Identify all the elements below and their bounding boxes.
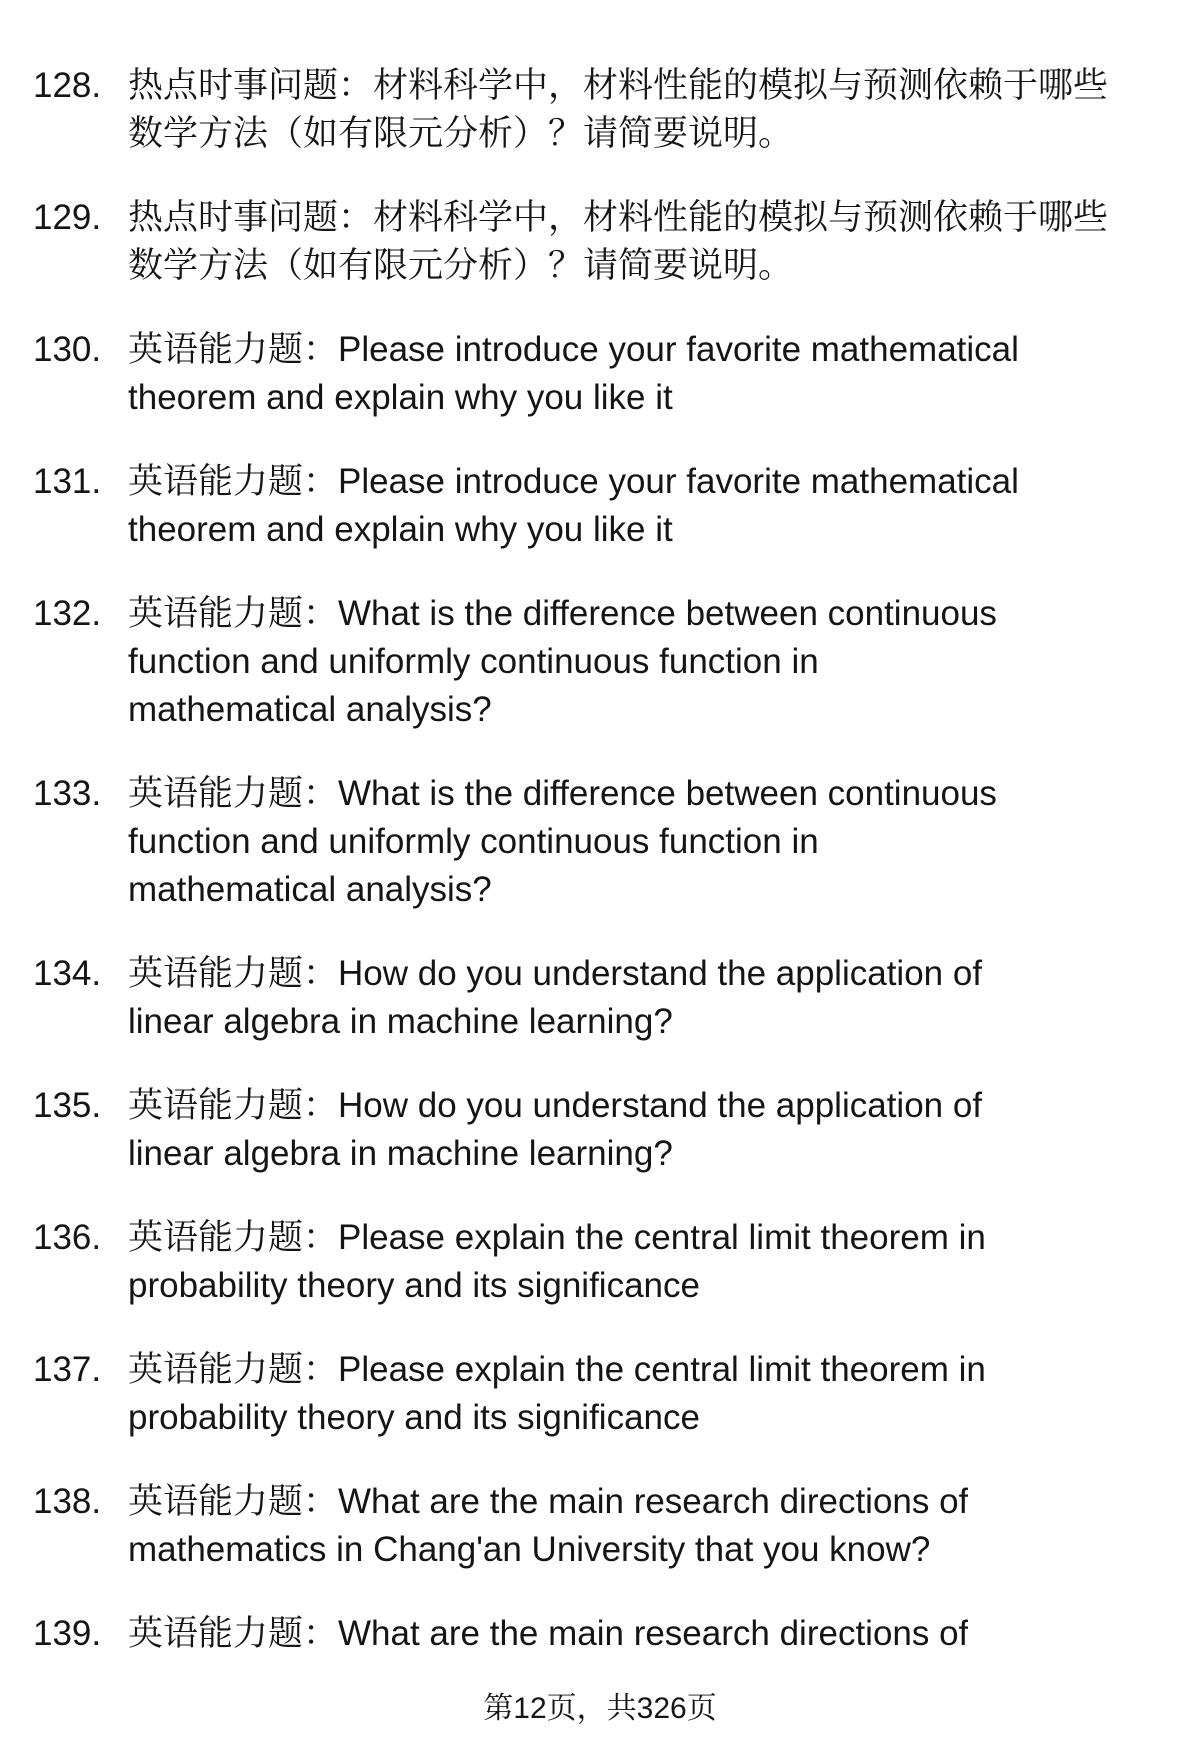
list-item [0, 770, 1200, 914]
item-text-line: linear algebra in machine learning? [128, 1134, 673, 1173]
item-number: 138. [33, 1482, 102, 1521]
item-text [128, 1214, 986, 1310]
item-text-line: probability theory and its significance [128, 1266, 700, 1305]
item-text [128, 194, 1108, 290]
item-number: 128. [33, 66, 102, 105]
item-text-line: mathematics in Chang'an University that you know? [128, 1530, 931, 1569]
list-item [0, 194, 1200, 290]
item-text-line: 数学方法（如有限元分析）？请简要说明。 [128, 114, 794, 153]
page-number-label: 第12页，共326页 [483, 1692, 717, 1725]
item-text-line: 英语能力题：How do you understand the application of [128, 954, 983, 993]
item-text-line: probability theory and its significance [128, 1398, 700, 1437]
item-text [128, 62, 1108, 158]
item-number: 139. [33, 1614, 102, 1653]
list-item [0, 1214, 1200, 1310]
item-number: 133. [33, 774, 102, 813]
item-text-line: theorem and explain why you like it [128, 510, 673, 549]
item-text [128, 1610, 968, 1658]
item-text [128, 1478, 968, 1574]
item-text-line: 热点时事问题：材料科学中，材料性能的模拟与预测依赖于哪些 [128, 198, 1109, 237]
item-text [128, 1346, 986, 1442]
list-item [0, 1346, 1200, 1442]
item-text-line: function and uniformly continuous function in [128, 822, 819, 861]
item-text-line: theorem and explain why you like it [128, 378, 673, 417]
list-item [0, 326, 1200, 422]
question-list [0, 62, 1200, 1658]
page-footer [0, 1689, 1200, 1729]
item-text-line: 英语能力题：What is the difference between continuous [128, 774, 997, 813]
item-number: 129. [33, 198, 102, 237]
item-text-line: 英语能力题：Please introduce your favorite mathematical [128, 330, 1019, 369]
list-item [0, 950, 1200, 1046]
item-number: 132. [33, 594, 102, 633]
item-text [128, 326, 1019, 422]
item-text-line: 英语能力题：Please explain the central limit theorem in [128, 1350, 986, 1389]
list-item [0, 458, 1200, 554]
list-item [0, 62, 1200, 158]
item-number: 131. [33, 462, 102, 501]
item-text [128, 1082, 982, 1178]
list-item [0, 1478, 1200, 1574]
item-number: 134. [33, 954, 102, 993]
item-number: 136. [33, 1218, 102, 1257]
item-text [128, 770, 997, 914]
list-item [0, 1610, 1200, 1658]
item-number: 130. [33, 330, 102, 369]
item-text-line: 英语能力题：How do you understand the application of [128, 1086, 983, 1125]
item-text-line: 英语能力题：Please explain the central limit theorem in [128, 1218, 986, 1257]
item-text-line: 英语能力题：Please introduce your favorite mathematical [128, 462, 1019, 501]
item-text-line: 热点时事问题：材料科学中，材料性能的模拟与预测依赖于哪些 [128, 66, 1109, 105]
item-text [128, 590, 997, 734]
item-text-line: linear algebra in machine learning? [128, 1002, 673, 1041]
item-text-line: 数学方法（如有限元分析）？请简要说明。 [128, 246, 794, 285]
item-number: 137. [33, 1350, 102, 1389]
item-number: 135. [33, 1086, 102, 1125]
item-text-line: mathematical analysis? [128, 870, 492, 909]
list-item [0, 1082, 1200, 1178]
item-text-line: function and uniformly continuous function in [128, 642, 819, 681]
item-text-line: 英语能力题：What are the main research directions of [128, 1614, 969, 1653]
item-text-line: 英语能力题：What is the difference between continuous [128, 594, 997, 633]
list-item [0, 590, 1200, 734]
item-text-line: 英语能力题：What are the main research directions of [128, 1482, 969, 1521]
item-text [128, 458, 1019, 554]
item-text-line: mathematical analysis? [128, 690, 492, 729]
item-text [128, 950, 982, 1046]
